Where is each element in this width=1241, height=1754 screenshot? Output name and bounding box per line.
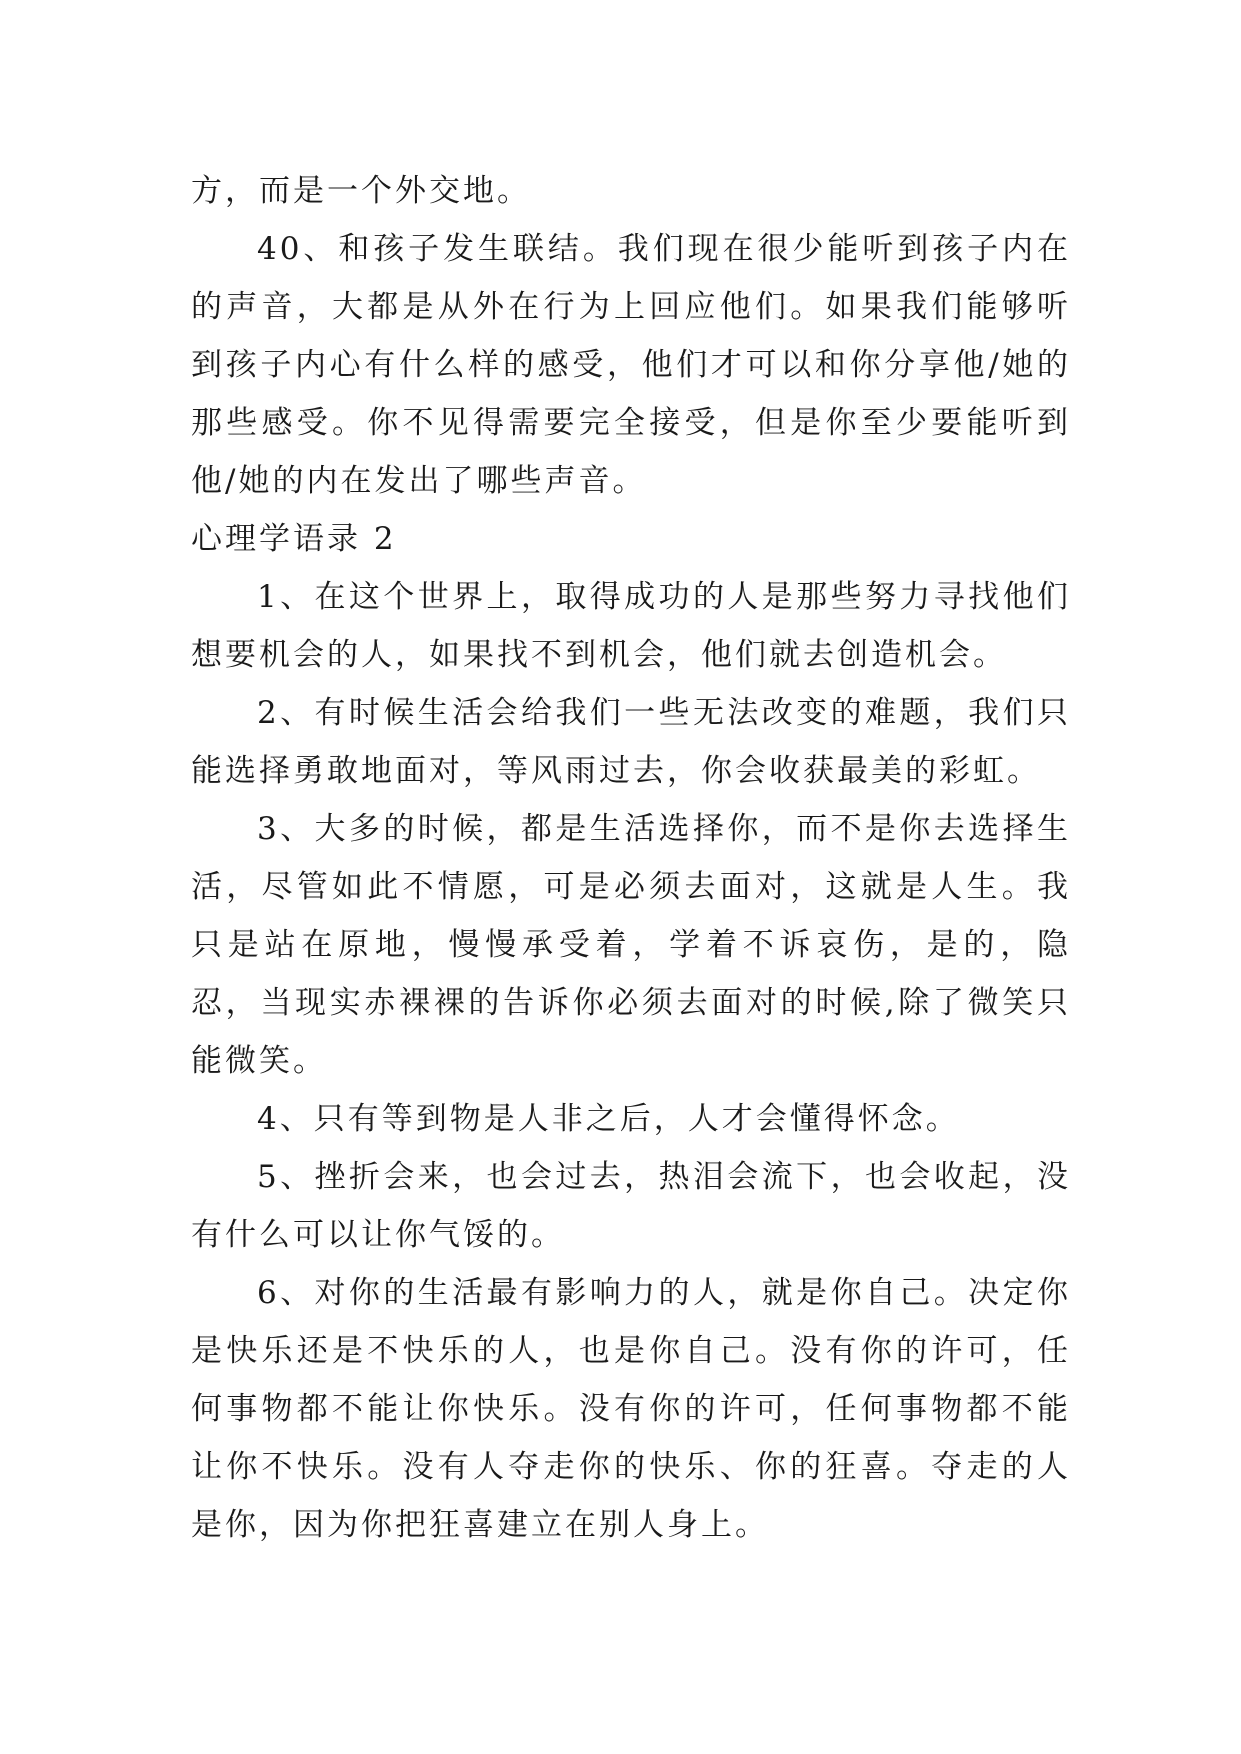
quote-item-40: 40、和孩子发生联结。我们现在很少能听到孩子内在的声音，大都是从外在行为上回应他们。如果我们能够听到孩子内心有什么样的感受，他们才可以和你分享他/她的那些感受。你不见得需要完全接受，但是你至少要能听到他/她的内在发出了哪些声音。 — [191, 231, 1071, 499]
quote-item-2: 2、有时候生活会给我们一些无法改变的难题，我们只能选择勇敢地面对，等风雨过去，你会收获最美的彩虹。 — [191, 695, 1071, 789]
quote-item-3: 3、大多的时候，都是生活选择你，而不是你去选择生活，尽管如此不情愿，可是必须去面对，这就是人生。我只是站在原地，慢慢承受着，学着不诉哀伤，是的，隐忍，当现实赤裸裸的告诉你必须去面对的时候,除了微笑只能微笑。 — [191, 811, 1071, 1079]
section-title: 心理学语录 2 — [191, 521, 397, 557]
quote-item-4: 4、只有等到物是人非之后，人才会懂得怀念。 — [257, 1101, 960, 1137]
continuation-paragraph: 方，而是一个外交地。 — [191, 173, 531, 209]
quote-item-6: 6、对你的生活最有影响力的人，就是你自己。决定你是快乐还是不快乐的人，也是你自己。没有你的许可，任何事物都不能让你快乐。没有你的许可，任何事物都不能让你不快乐。没有人夺走你的快乐、你的狂喜。夺走的人是你，因为你把狂喜建立在别人身上。 — [191, 1275, 1071, 1543]
document-body — [191, 162, 1071, 1554]
quote-item-1: 1、在这个世界上，取得成功的人是那些努力寻找他们想要机会的人，如果找不到机会，他们就去创造机会。 — [191, 579, 1071, 673]
quote-item-5: 5、挫折会来，也会过去，热泪会流下，也会收起，没有什么可以让你气馁的。 — [191, 1159, 1071, 1253]
